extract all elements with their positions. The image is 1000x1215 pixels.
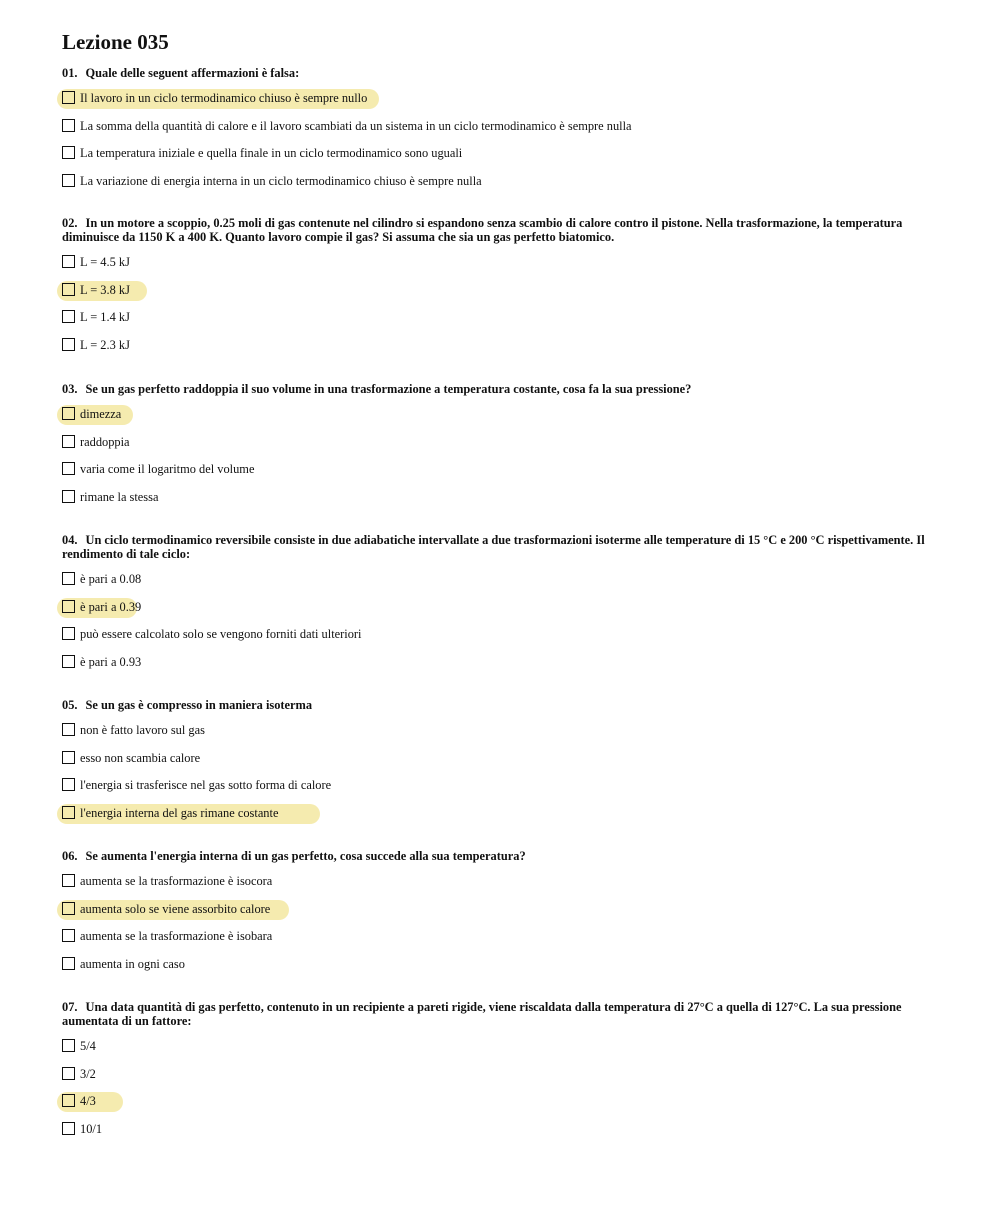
answer-option[interactable] [62, 720, 932, 740]
answer-label: dimezza [80, 406, 122, 421]
question-3 [62, 382, 942, 507]
answer-option[interactable] [62, 307, 932, 327]
question-text [62, 698, 942, 712]
question-7 [62, 1000, 942, 1139]
checkbox[interactable] [62, 174, 75, 187]
question-prompt: Se un gas è compresso in maniera isoterma [85, 698, 313, 712]
answer-label: aumenta solo se viene assorbito calore [80, 901, 271, 916]
checkbox[interactable] [62, 806, 75, 819]
question-prompt: Una data quantità di gas perfetto, contenuto in un recipiente a pareti rigide, viene riscaldata dalla temperatura di 27°C a quella di 127°C. La sua pressione aumentata di un fattore: [62, 1000, 902, 1028]
checkbox[interactable] [62, 723, 75, 736]
checkbox[interactable] [62, 1094, 75, 1107]
answer-option[interactable] [62, 487, 932, 507]
question-number: 05. [62, 698, 78, 712]
answer-label: è pari a 0.39 [80, 599, 142, 614]
question-prompt: Quale delle seguent affermazioni è falsa: [85, 66, 300, 80]
checkbox[interactable] [62, 338, 75, 351]
checkbox[interactable] [62, 91, 75, 104]
answer-label: La somma della quantità di calore e il lavoro scambiati da un sistema in un ciclo termodinamico è sempre nulla [80, 118, 632, 133]
answer-label: può essere calcolato solo se vengono forniti dati ulteriori [80, 627, 362, 642]
checkbox[interactable] [62, 778, 75, 791]
answer-label: 10/1 [80, 1122, 103, 1137]
answer-option[interactable] [62, 88, 932, 108]
answer-option[interactable] [62, 432, 932, 452]
answer-label: L = 1.4 kJ [80, 310, 130, 325]
answer-label: è pari a 0.08 [80, 571, 142, 586]
question-text [62, 849, 942, 863]
checkbox[interactable] [62, 1122, 75, 1135]
answer-option[interactable] [62, 803, 932, 823]
checkbox[interactable] [62, 462, 75, 475]
checkbox[interactable] [62, 902, 75, 915]
answer-label: varia come il logaritmo del volume [80, 462, 255, 477]
question-text [62, 382, 942, 396]
answer-label: La temperatura iniziale e quella finale in un ciclo termodinamico sono uguali [80, 146, 463, 161]
answer-label: L = 2.3 kJ [80, 338, 130, 353]
checkbox[interactable] [62, 146, 75, 159]
answer-option[interactable] [62, 1064, 932, 1084]
answer-label: 5/4 [80, 1038, 96, 1053]
answer-label: 3/2 [80, 1066, 96, 1081]
checkbox[interactable] [62, 283, 75, 296]
checkbox[interactable] [62, 655, 75, 668]
checkbox[interactable] [62, 407, 75, 420]
answer-option[interactable] [62, 597, 932, 617]
question-text [62, 1000, 942, 1028]
checkbox[interactable] [62, 435, 75, 448]
answer-label: rimane la stessa [80, 490, 159, 505]
question-text [62, 216, 942, 244]
checkbox[interactable] [62, 874, 75, 887]
answer-option[interactable] [62, 926, 932, 946]
answer-option[interactable] [62, 143, 932, 163]
answer-option[interactable] [62, 871, 932, 891]
question-2 [62, 216, 942, 355]
answer-label: Il lavoro in un ciclo termodinamico chiuso è sempre nullo [80, 90, 368, 105]
answer-option[interactable] [62, 1091, 932, 1111]
question-number: 06. [62, 849, 78, 863]
question-1 [62, 66, 942, 191]
question-prompt: In un motore a scoppio, 0.25 moli di gas contenute nel cilindro si espandono senza scambio di calore contro il pistone. Nella trasformazione, la temperatura diminuisce da 1150 K a 400 K. Quanto lavoro compie il gas? Si assuma che sia un gas perfetto biatomico. [62, 216, 903, 244]
answer-option[interactable] [62, 775, 932, 795]
checkbox[interactable] [62, 490, 75, 503]
checkbox[interactable] [62, 929, 75, 942]
checkbox[interactable] [62, 572, 75, 585]
answer-option[interactable] [62, 335, 932, 355]
question-prompt: Se un gas perfetto raddoppia il suo volume in una trasformazione a temperatura costante, cosa fa la sua pressione? [85, 382, 692, 396]
answer-label: La variazione di energia interna in un ciclo termodinamico chiuso è sempre nulla [80, 174, 482, 189]
question-text [62, 533, 942, 561]
question-text [62, 66, 942, 80]
checkbox[interactable] [62, 600, 75, 613]
checkbox[interactable] [62, 1039, 75, 1052]
checkbox[interactable] [62, 310, 75, 323]
answer-label: esso non scambia calore [80, 750, 201, 765]
question-5 [62, 698, 942, 823]
checkbox[interactable] [62, 255, 75, 268]
question-number: 03. [62, 382, 78, 396]
checkbox[interactable] [62, 627, 75, 640]
answer-option[interactable] [62, 1119, 932, 1139]
question-number: 02. [62, 216, 78, 230]
answer-label: raddoppia [80, 434, 130, 449]
answer-label: L = 4.5 kJ [80, 254, 130, 269]
answer-option[interactable] [62, 652, 932, 672]
answer-option[interactable] [62, 252, 932, 272]
answer-label: L = 3.8 kJ [80, 282, 130, 297]
answer-label: non è fatto lavoro sul gas [80, 722, 205, 737]
answer-option[interactable] [62, 1036, 932, 1056]
answer-option[interactable] [62, 624, 932, 644]
answer-option[interactable] [62, 116, 932, 136]
answer-label: 4/3 [80, 1094, 96, 1109]
question-4 [62, 533, 942, 672]
question-number: 01. [62, 66, 78, 80]
answer-option[interactable] [62, 459, 932, 479]
answer-option[interactable] [62, 748, 932, 768]
answer-label: è pari a 0.93 [80, 655, 142, 670]
question-number: 04. [62, 533, 78, 547]
answer-label: l'energia interna del gas rimane costante [80, 806, 279, 821]
answer-option[interactable] [62, 280, 932, 300]
question-prompt: Un ciclo termodinamico reversibile consiste in due adiabatiche intervallate a due trasformazioni isoterme alle temperature di 15 °C e 200 °C rispettivamente. Il rendimento di tale ciclo: [62, 533, 925, 561]
checkbox[interactable] [62, 957, 75, 970]
page-title: Lezione 035 [62, 30, 169, 54]
question-6 [62, 849, 942, 974]
answer-option[interactable] [62, 171, 932, 191]
checkbox[interactable] [62, 751, 75, 764]
answer-option[interactable] [62, 899, 932, 919]
checkbox[interactable] [62, 1067, 75, 1080]
checkbox[interactable] [62, 119, 75, 132]
answer-label: aumenta in ogni caso [80, 957, 185, 972]
answer-option[interactable] [62, 404, 932, 424]
answer-option[interactable] [62, 569, 932, 589]
answer-label: aumenta se la trasformazione è isobara [80, 929, 273, 944]
answer-option[interactable] [62, 954, 932, 974]
question-prompt: Se aumenta l'energia interna di un gas perfetto, cosa succede alla sua temperatura? [85, 849, 526, 863]
answer-label: aumenta se la trasformazione è isocora [80, 873, 273, 888]
question-number: 07. [62, 1000, 78, 1014]
answer-label: l'energia si trasferisce nel gas sotto forma di calore [80, 778, 332, 793]
